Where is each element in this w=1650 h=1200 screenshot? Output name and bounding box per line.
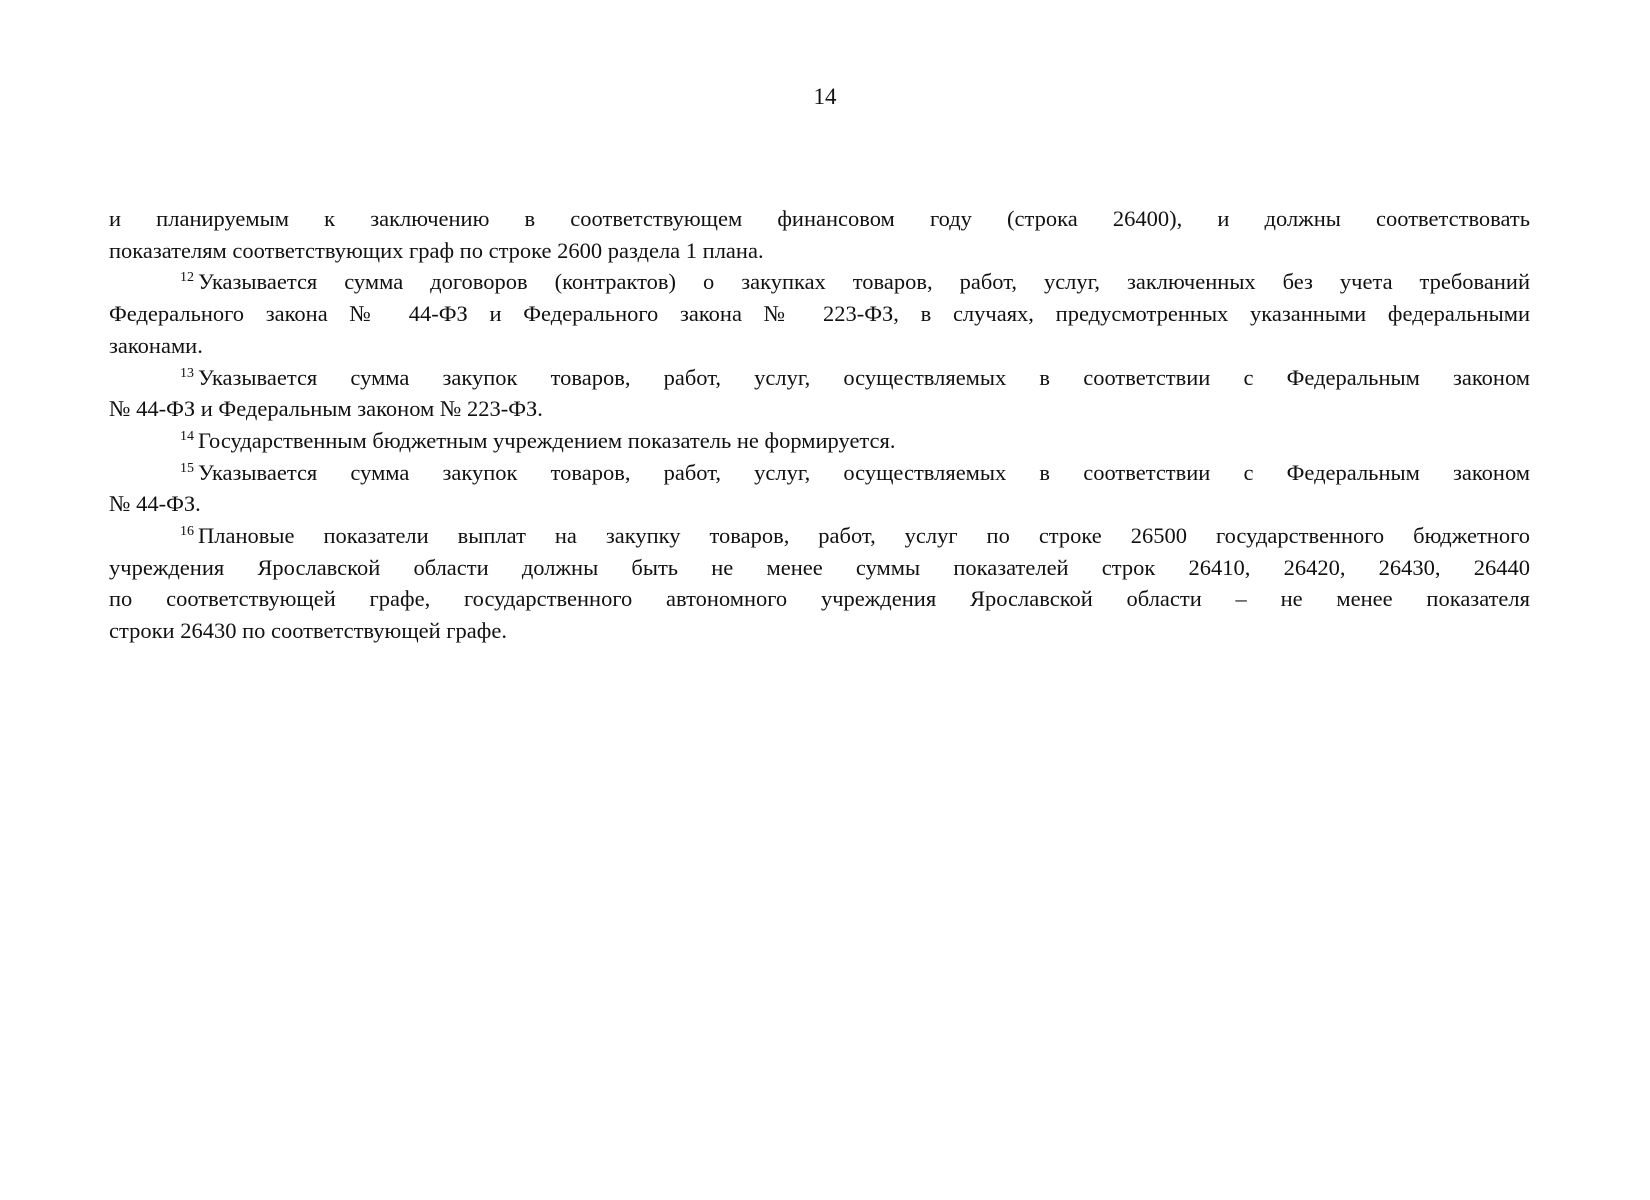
text-line bbox=[109, 457, 1530, 489]
line-text: и планируемым к заключению в соответствующем финансовом году (строка 26400), и должны соответствовать bbox=[109, 206, 1530, 231]
line-text: Указывается сумма договоров (контрактов) о закупках товаров, работ, услуг, заключенных без учета требований bbox=[198, 269, 1530, 295]
footnote-marker: 12 bbox=[180, 270, 194, 286]
text-line bbox=[109, 362, 1530, 394]
footnote-marker: 15 bbox=[180, 460, 194, 476]
line-text: Указывается сумма закупок товаров, работ, услуг, осуществляемых в соответствии с Федеральным законом bbox=[198, 364, 1530, 390]
line-text: строки 26430 по соответствующей графе. bbox=[109, 618, 507, 644]
footnote-15 bbox=[109, 457, 1530, 520]
line-text: № 44-ФЗ. bbox=[109, 491, 201, 517]
text-line bbox=[109, 583, 1530, 615]
text-line bbox=[109, 298, 1530, 330]
footnote-16 bbox=[109, 520, 1530, 647]
line-text: № 44-ФЗ и Федеральным законом № 223-ФЗ. bbox=[109, 396, 543, 422]
text-line bbox=[109, 488, 1530, 520]
text-line bbox=[109, 520, 1530, 552]
footnote-12 bbox=[109, 266, 1530, 361]
text-line bbox=[109, 235, 1530, 267]
line-text: учреждения Ярославской области должны быть не менее суммы показателей строк 26410, 26420, 26430, 26440 bbox=[109, 554, 1530, 580]
text-line bbox=[109, 425, 1530, 457]
text-line bbox=[109, 552, 1530, 584]
text-line bbox=[109, 330, 1530, 362]
text-line bbox=[109, 266, 1530, 298]
text-line bbox=[109, 393, 1530, 425]
line-text: законами. bbox=[109, 332, 203, 358]
text-line bbox=[109, 615, 1530, 647]
paragraph-continuation bbox=[109, 203, 1530, 266]
footnote-marker: 16 bbox=[180, 524, 194, 540]
document-body bbox=[109, 203, 1530, 647]
line-text: показателям соответствующих граф по строке 2600 раздела 1 плана. bbox=[109, 237, 764, 263]
line-text: Указывается сумма закупок товаров, работ, услуг, осуществляемых в соответствии с Федеральным законом bbox=[198, 459, 1530, 485]
page-number: 14 bbox=[813, 84, 837, 109]
line-text: Федерального закона № 44-ФЗ и Федерального закона № 223-ФЗ, в случаях, предусмотренных указанными федеральными bbox=[109, 301, 1530, 327]
footnote-marker: 14 bbox=[180, 428, 194, 444]
footnote-marker: 13 bbox=[180, 365, 194, 381]
footnote-14 bbox=[109, 425, 1530, 457]
line-text: Плановые показатели выплат на закупку товаров, работ, услуг по строке 26500 государственного бюджетного bbox=[198, 523, 1530, 549]
line-text: по соответствующей графе, государственного автономного учреждения Ярославской области – не менее показателя bbox=[109, 586, 1530, 612]
footnote-13 bbox=[109, 362, 1530, 425]
line-text: Государственным бюджетным учреждением показатель не формируется. bbox=[198, 427, 896, 453]
text-line bbox=[109, 203, 1530, 235]
